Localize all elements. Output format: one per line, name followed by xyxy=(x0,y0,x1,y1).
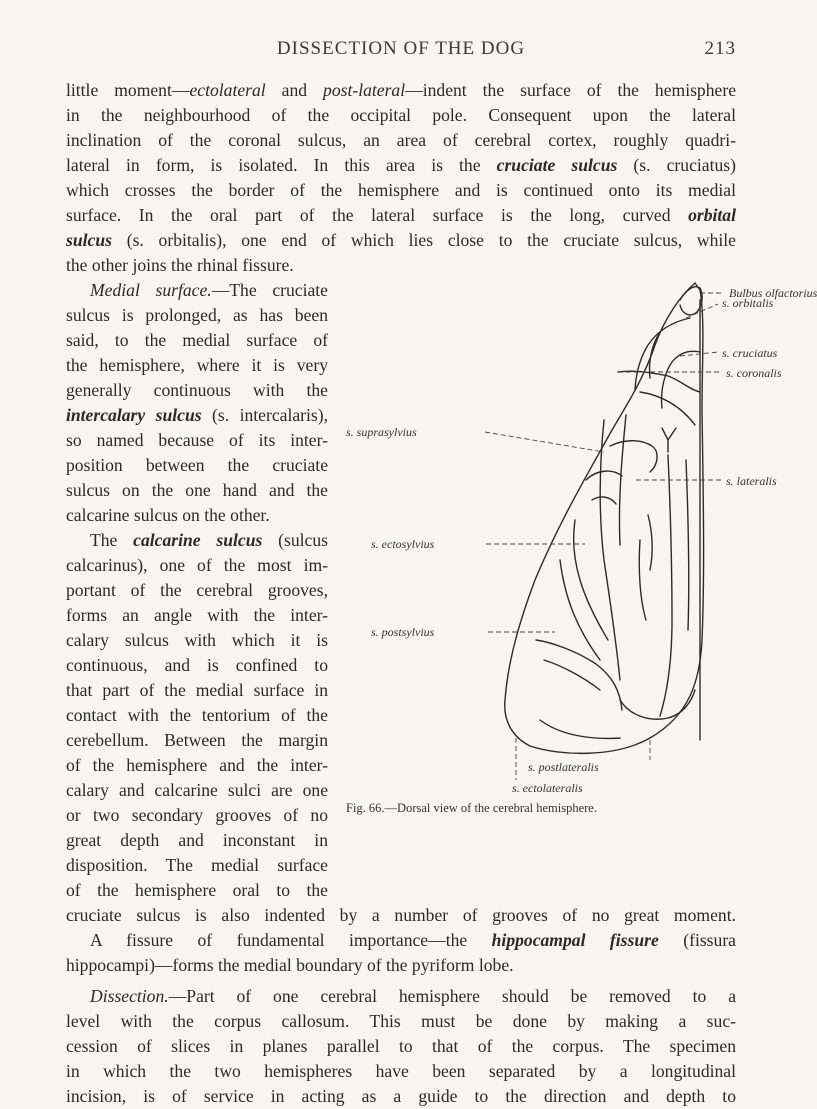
text-line: continuous, and is confined to xyxy=(66,655,328,675)
cruciate-sulcus xyxy=(662,351,700,408)
text-line: inclination of the coronal sulcus, an area of cerebral cortex, roughly quadri- xyxy=(66,130,736,150)
page-number: 213 xyxy=(704,38,736,59)
text-line: sulcus (s. orbitalis), one end of which lies close to the cruciate sulcus, while xyxy=(66,230,736,250)
text-line: little moment—ectolateral and post-lateral—indent the surface of the hemisphere xyxy=(66,80,737,100)
text-line: sulcus on the one hand and the xyxy=(66,480,328,500)
text-line: generally continuous with the xyxy=(66,380,328,400)
text-line: cruciate sulcus is also indented by a number of grooves of no great moment. xyxy=(66,905,736,925)
text-line: calcarine sulcus on the other. xyxy=(66,505,270,525)
text-line: calary sulcus with which it is xyxy=(66,630,328,650)
text-line: that part of the medial surface in xyxy=(66,680,328,700)
text-line: forms an angle with the inter- xyxy=(66,605,328,625)
text-line: the hemisphere, where it is very xyxy=(66,355,328,375)
label-s-suprasylvius: s. suprasylvius xyxy=(346,425,417,439)
postsylvian-sulcus xyxy=(536,640,622,710)
text-line: incision, is of service in acting as a guide to the direction and depth to xyxy=(66,1086,736,1106)
figure-caption: Fig. 66.—Dorsal view of the cerebral hemisphere. xyxy=(346,801,597,815)
label-s-orbitalis: s. orbitalis xyxy=(722,296,774,310)
label-s-cruciatus: s. cruciatus xyxy=(722,346,778,360)
text-line: cerebellum. Between the margin xyxy=(66,730,328,750)
text-line: disposition. The medial surface xyxy=(66,855,328,875)
label-s-lateralis: s. lateralis xyxy=(726,474,777,488)
label-s-ectolateralis: s. ectolateralis xyxy=(512,781,583,795)
label-s-postlateralis: s. postlateralis xyxy=(528,760,599,774)
text-line: lateral in form, is isolated. In this area is the cruciate sulcus (s. cruciatus) xyxy=(66,155,736,175)
text-line: intercalary sulcus (s. intercalaris), xyxy=(66,405,328,425)
running-title: DISSECTION OF THE DOG xyxy=(276,38,526,59)
ectosylvian-sulcus xyxy=(574,520,608,640)
text-line: calary and calcarine sulci are one xyxy=(66,780,328,800)
text-line: in the neighbourhood of the occipital pole. Consequent upon the lateral xyxy=(66,105,736,125)
label-s-coronalis: s. coronalis xyxy=(726,366,782,380)
label-s-ectosylvius: s. ectosylvius xyxy=(371,537,435,551)
lateral-sulcus xyxy=(660,455,672,716)
text-line: said, to the medial surface of xyxy=(66,330,328,350)
text-line: A fissure of fundamental importance—the hippocampal fissure (fissura xyxy=(90,930,736,950)
text-line: great depth and inconstant in xyxy=(66,830,328,850)
text-line: which crosses the border of the hemisphere and is continued onto its medial xyxy=(66,180,736,200)
text-line: in which the two hemispheres have been separated by a longitudinal xyxy=(66,1061,736,1081)
label-bulbus-olfactorius: Bulbus olfactorius xyxy=(729,286,817,300)
text-line: position between the cruciate xyxy=(66,455,328,475)
olfactory-bulb xyxy=(680,287,702,315)
suprasylvian-sulcus xyxy=(600,420,620,680)
text-line: cession of slices in planes parallel to that of the corpus. The specimen xyxy=(66,1036,736,1056)
hemisphere-outline xyxy=(505,283,704,753)
leader-suprasylvius xyxy=(485,432,604,452)
text-line: portant of the cerebral grooves, xyxy=(66,580,328,600)
text-line: calcarinus), one of the most im- xyxy=(66,555,328,575)
coronal-sulcus xyxy=(618,371,700,392)
text-line: or two secondary grooves of no xyxy=(66,805,328,825)
text-line: so named because of its inter- xyxy=(66,430,328,450)
text-line: of the hemisphere oral to the xyxy=(66,880,328,900)
text-line: contact with the tentorium of the xyxy=(66,705,328,725)
text-line: Dissection.—Part of one cerebral hemisphere should be removed to a xyxy=(90,986,736,1006)
text-line: The calcarine sulcus (sulcus xyxy=(90,530,328,550)
text-line: of the hemisphere and the inter- xyxy=(66,755,328,775)
text-line: sulcus is prolonged, as has been xyxy=(66,305,328,325)
text-line: Medial surface.—The cruciate xyxy=(90,280,328,300)
text-line: surface. In the oral part of the lateral surface is the long, curved orbital xyxy=(66,205,736,225)
label-s-postsylvius: s. postsylvius xyxy=(371,625,435,639)
text-line: hippocampi)—forms the medial boundary of the pyriform lobe. xyxy=(66,955,514,975)
text-line: the other joins the rhinal fissure. xyxy=(66,255,294,275)
text-line: level with the corpus callosum. This must be done by making a suc- xyxy=(66,1011,736,1031)
